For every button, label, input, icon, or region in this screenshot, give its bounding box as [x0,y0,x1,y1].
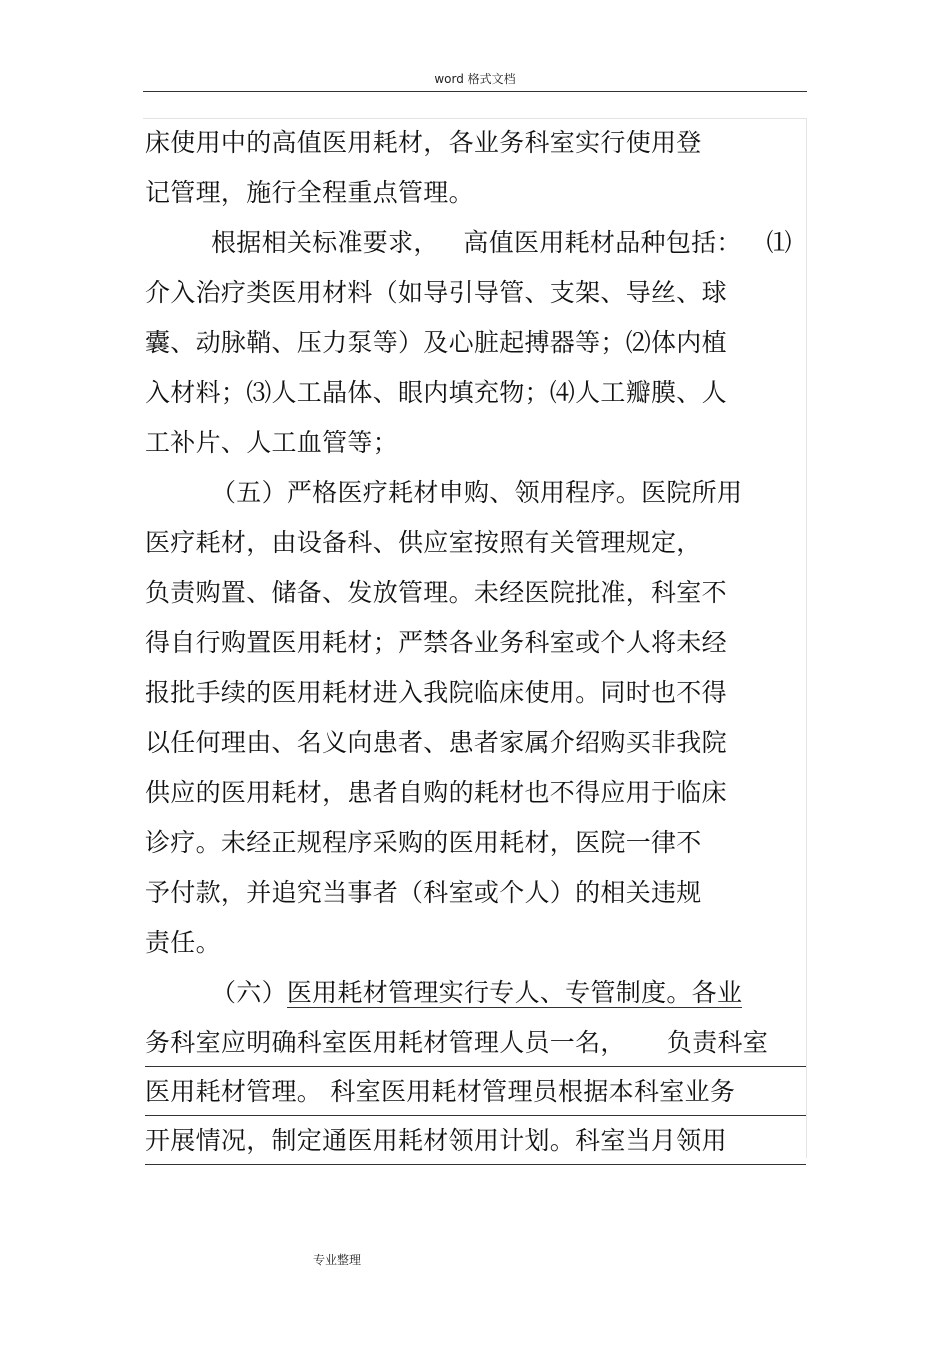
text-line: 医疗耗材，由设备科、供应室按照有关管理规定， [145,528,702,557]
text-line: 负责购置、储备、发放管理。未经医院批准，科室不 [145,578,727,607]
text-line: 报批手续的医用耗材进入我院临床使用。同时也不得 [145,678,727,707]
text-line: 得自行购置医用耗材；严禁各业务科室或个人将未经 [145,628,727,657]
text-line: 予付款，并追究当事者（科室或个人）的相关违规 [145,878,702,907]
header-divider [143,91,807,92]
underlined-text-line: 开展情况，制定通医用耗材领用计划。科室当月领用 [145,1116,806,1165]
underlined-text-line: 医用耗材管理。 科室医用耗材管理员根据本科室业务 [145,1067,806,1116]
text-line: （五）严格医疗耗材申购、领用程序。医院所用 [145,478,743,507]
section-six-heading-line [145,968,810,1018]
page-header: word 格式文档 [434,72,516,86]
section-six-label: （六） [145,978,287,1007]
page-footer: 专业整理 [313,1253,362,1267]
underlined-text-line: 务科室应明确科室医用耗材管理人员一名， 负责科室 [145,1018,806,1067]
text-line: 介入治疗类医用材料（如导引导管、支架、导丝、球 [145,278,727,307]
text-line: 根据相关标准要求， 高值医用耗材品种包括： ⑴ [145,228,792,257]
text-line: 诊疗。未经正规程序采购的医用耗材，医院一律不 [145,828,702,857]
underlined-text: 医用耗材管理实行专人、专管制度。各业 [286,978,743,1007]
text-line: 责任。 [145,928,221,957]
text-line: 记管理，施行全程重点管理。 [145,178,474,207]
text-line: 床使用中的高值医用耗材，各业务科室实行使用登 [145,128,702,157]
text-line: 以任何理由、名义向患者、患者家属介绍购买非我院 [145,728,727,757]
text-line: 囊、动脉鞘、压力泵等）及心脏起搏器等；⑵体内植 [145,328,727,357]
text-line: 工补片、人工血管等； [145,428,399,457]
text-line: 供应的医用耗材，患者自购的耗材也不得应用于临床 [145,778,727,807]
document-body [145,118,810,1165]
text-line: 入材料；⑶人工晶体、眼内填充物；⑷人工瓣膜、人 [145,378,727,407]
